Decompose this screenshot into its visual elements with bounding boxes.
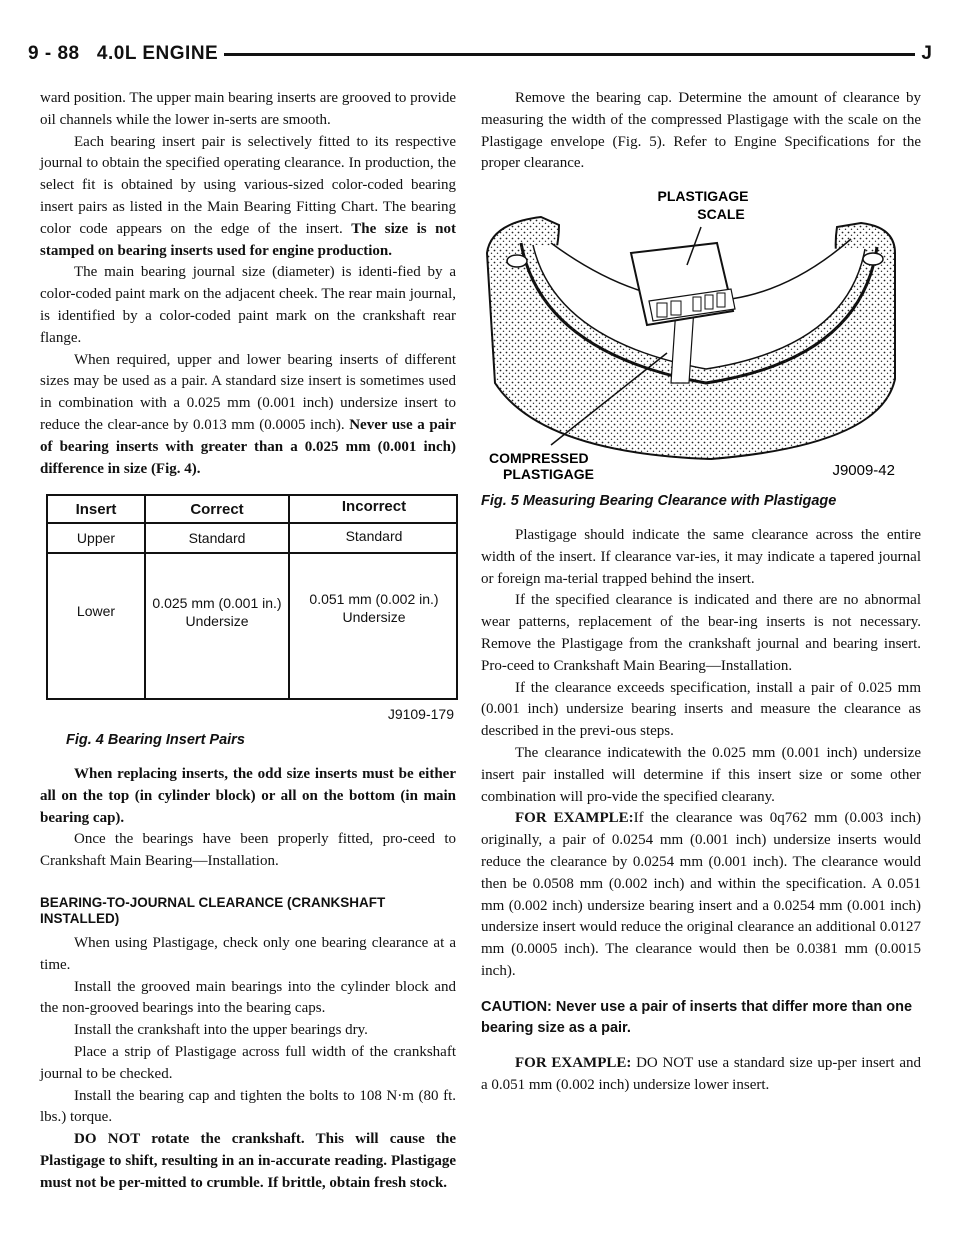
page-header [28,42,932,72]
table-cell: Upper [76,530,116,547]
example-label: FOR EXAMPLE: [515,810,634,827]
label-plastigage-scale-line1: PLASTIGAGE [657,188,749,205]
caution-note: CAUTION: Never use a pair of inserts that differ more than one bearing size as a pair. [481,998,913,1036]
left-column [40,88,456,1194]
paragraph-text: When required, upper and lower bearing inserts of different sizes may be used as a pair. A standard size insert is sometimes used in combination with a 0.025 mm (0.001 inch) undersize insert to reduce the clear-ance by 0.013 mm (0.0005 inch). [40,351,456,433]
table-cell-line: Undersize [342,609,406,626]
table-cell: Standard [188,530,246,547]
paragraph [481,1053,921,1097]
label-compressed-plastigage-line1: COMPRESSED [489,450,589,467]
paragraph: Install the grooved main bearings into the cylinder block and the non-grooved bearings into the bearing caps. [40,978,456,1017]
paragraph: If the clearance exceeds specification, install a pair of 0.025 mm (0.001 inch) undersize bearing inserts and measure the clearance as described in the previ-ous steps. [481,679,921,740]
section-heading: BEARING-TO-JOURNAL CLEARANCE (CRANKSHAFT INSTALLED) [40,894,386,926]
table-divider [48,552,456,554]
paragraph-text: Each bearing insert pair is selectively fitted to its respective journal to obtain the specified operating clearance. In production, the select fit is obtained by using various-sized color-coded bearing insert pairs as listed in the Main Bearing Fitting Chart. The bearing color code appears on the edge of the insert. [40,133,456,237]
paragraph [40,350,456,481]
paragraph-text: DO NOT use a standard size up-per insert and a 0.051 mm (0.002 inch) undersize lower insert. [481,1054,921,1093]
label-compressed-plastigage-line2: PLASTIGAGE [503,466,595,483]
table-divider [48,522,456,524]
figure-4 [40,494,456,726]
table-header-incorrect: Incorrect [341,498,407,516]
figure-code: J9009-42 [832,462,895,480]
table-cell-line: 0.025 mm (0.001 in.) [152,595,282,612]
example-label: FOR EXAMPLE: [515,1054,632,1071]
paragraph-text: If the clearance was 0q762 mm (0.003 inch) originally, a pair of 0.0254 mm (0.001 inch) undersize inserts would reduce the clearance by 0.0254 mm (0.001 inch). The clearance would then be 0.0508 mm (0.002 inch) and within the specification. A 0.051 mm (0.002 inch) undersize bearing insert and a 0.0254 mm (0.001 inch) undersize insert would reduce the original clearance an additional 0.0127 mm (0.0005 inch). The clearance would then be 0.0381 mm (0.0015 inch). [481,810,921,979]
paragraph: ward position. The upper main bearing inserts are grooved to provide oil channels while the lower in-serts are smooth. [40,90,456,128]
paragraph-bold: Never use a pair of bearing inserts with greater than a 0.025 mm (0.001 inch) difference in size (Fig. 4). [40,416,457,477]
paragraph: Install the bearing cap and tighten the bolts to 108 N·m (80 ft. lbs.) torque. [40,1087,456,1126]
table-cell: Standard [345,528,403,545]
paragraph: The clearance indicatewith the 0.025 mm (0.001 inch) undersize insert pair installed will determine if this insert size or some other combination will pro-vide the specified clearany. [481,744,921,805]
page-number-title: 9 - 88 4.0L ENGINE [28,42,224,66]
paragraph: Install the crankshaft into the upper bearings dry. [74,1022,368,1039]
paragraph-bold: DO NOT rotate the crankshaft. This will cause the Plastigage to shift, resulting in an in-accurate reading. Plastigage must not be per-mitted to crumble. If brittle, obtain fresh stock. [40,1131,456,1191]
paragraph: Once the bearings have been properly fitted, pro-ceed to Crankshaft Main Bearing—Installation. [40,831,456,870]
paragraph: When using Plastigage, check only one bearing clearance at a time. [40,934,456,973]
paragraph-bold: The size is not stamped on bearing inserts used for engine production. [40,220,457,259]
table-cell: Lower [76,603,116,620]
right-column [481,88,921,1096]
table-header-insert: Insert [75,501,117,519]
paragraph [40,132,456,263]
paragraph [40,764,456,829]
paragraph: Remove the bearing cap. Determine the amount of clearance by measuring the width of the compressed Plastigage with the scale on the Plastigage envelope (Fig. 5). Refer to Engine Specifications for the proper clearance. [481,90,921,172]
figure-4-caption: Fig. 4 Bearing Insert Pairs [66,732,245,749]
table-cell [290,590,458,626]
paragraph [40,1129,456,1194]
bearing-insert-table [46,494,458,700]
paragraph: The main bearing journal size (diameter) is identi-fied by a color-coded paint mark on the adjacent cheek. The rear main journal, is identified by a color-coded paint mark on the crankshaft rear flange. [40,264,456,346]
table-cell-line: Undersize [185,613,249,630]
paragraph: Place a strip of Plastigage across full width of the crankshaft journal to be checked. [40,1043,456,1082]
table-cell [146,594,288,630]
paragraph: Plastigage should indicate the same clearance across the entire width of the insert. If clearance var-ies, it may indicate a tapered journal or foreign ma-terial trapped behind the insert. [481,526,921,587]
label-plastigage-scale-line2: SCALE [697,206,745,223]
figure-code: J9109-179 [387,706,454,723]
plastigage-illustration [481,183,901,489]
figure-5 [481,183,921,489]
table-header-correct: Correct [190,501,244,519]
paragraph: If the specified clearance is indicated and there are no abnormal wear patterns, replacement of the bear-ing inserts is not necessary. Remove the Plastigage from the crankshaft journal and bearing insert. Pro-ceed to Crankshaft Main Bearing—Installation. [481,592,921,674]
paragraph-bold: When replacing inserts, the odd size inserts must be either all on the top (in cylinder block) or all on the bottom (in main bearing cap). [40,765,456,826]
figure-5-caption: Fig. 5 Measuring Bearing Clearance with Plastigage [481,493,837,510]
table-cell-line: 0.051 mm (0.002 in.) [309,591,439,608]
paragraph [481,808,921,982]
brand-letter: J [915,42,932,66]
